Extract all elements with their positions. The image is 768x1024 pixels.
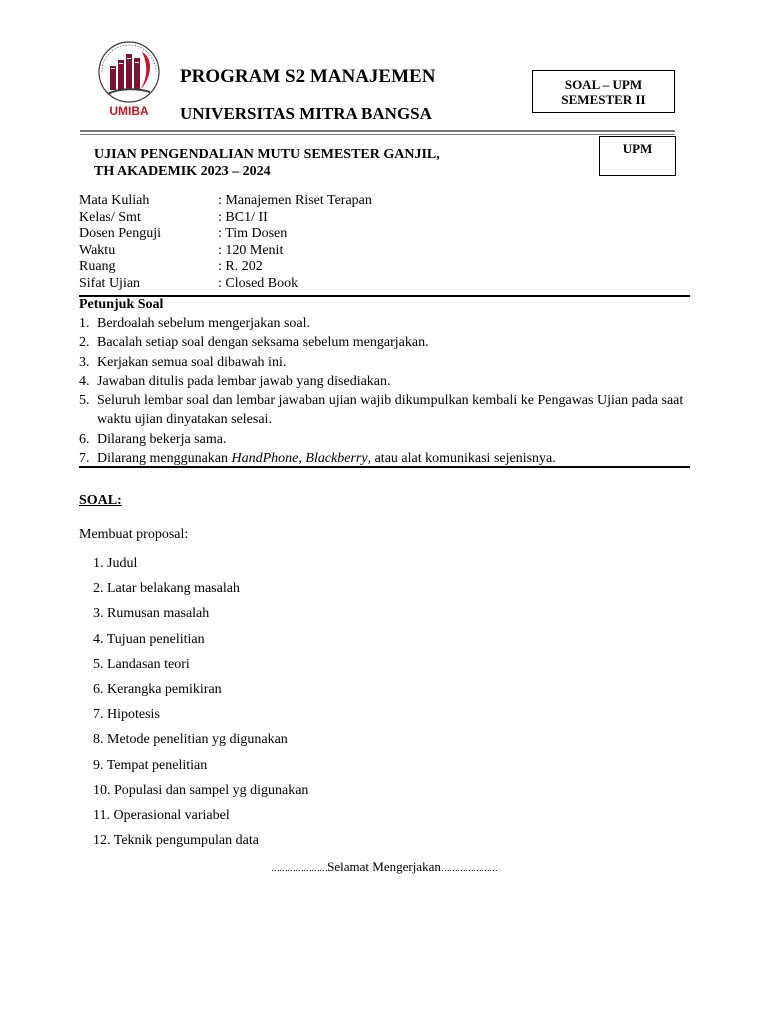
instruction-text: Jawaban ditulis pada lembar jawab yang disediakan. xyxy=(97,373,391,389)
list-item: 1. Judul xyxy=(93,556,138,571)
info-label: Mata Kuliah xyxy=(79,193,150,208)
info-label: Ruang xyxy=(79,259,116,275)
instruction-item xyxy=(79,353,694,372)
soal-upm-box xyxy=(532,70,675,113)
instruction-item xyxy=(79,333,694,352)
instruction-item xyxy=(79,314,694,333)
dots-right: ………………… xyxy=(440,863,497,873)
info-value: : Manajemen Riset Terapan xyxy=(218,193,372,208)
program-title: PROGRAM S2 MANAJEMEN xyxy=(180,66,436,87)
section-divider xyxy=(79,466,690,468)
instruction-text-before: Dilarang menggunakan xyxy=(97,451,232,467)
info-row xyxy=(79,259,372,276)
info-row xyxy=(79,193,372,210)
list-item: 12. Teknik pengumpulan data xyxy=(93,833,259,849)
closing-message xyxy=(0,859,768,875)
instruction-number: 2. xyxy=(79,335,90,351)
soal-upm-label: SOAL – UPM xyxy=(564,77,643,92)
exam-title-line1: UJIAN PENGENDALIAN MUTU SEMESTER GANJIL, xyxy=(94,147,440,162)
university-title: UNIVERSITAS MITRA BANGSA xyxy=(180,104,432,123)
header-divider xyxy=(80,130,675,132)
instructions-list xyxy=(79,314,694,468)
info-value: : 120 Menit xyxy=(218,242,284,258)
info-value: : R. 202 xyxy=(218,259,263,275)
instruction-number: 1. xyxy=(79,316,90,331)
upm-label: UPM xyxy=(622,141,653,156)
instruction-text: Kerjakan semua soal dibawah ini. xyxy=(97,354,287,370)
list-item: 9. Tempat penelitian xyxy=(93,757,208,773)
list-item: 7. Hipotesis xyxy=(93,707,160,723)
list-item: 3. Rumusan masalah xyxy=(93,606,210,622)
info-label: Dosen Penguji xyxy=(79,226,162,242)
instruction-text: Berdoalah sebelum mengerjakan soal. xyxy=(97,316,311,331)
dots-left: ………………… xyxy=(271,863,328,873)
instruction-number: 3. xyxy=(79,354,90,370)
upm-box xyxy=(599,136,676,176)
list-item: 5. Landasan teori xyxy=(93,656,190,672)
list-item: 8. Metode penelitian yg digunakan xyxy=(93,732,288,748)
instruction-text: Seluruh lembar soal dan lembar jawaban ujian wajib dikumpulkan kembali ke Pengawas Ujian pada saat waktu ujian dinyatakan selesai. xyxy=(97,393,684,428)
info-label: Kelas/ Smt xyxy=(79,209,141,225)
instruction-number: 6. xyxy=(79,431,90,447)
soal-title: SOAL: xyxy=(79,493,122,508)
instruction-text: Dilarang bekerja sama. xyxy=(97,431,227,447)
info-row xyxy=(79,276,372,293)
semester-label: SEMESTER II xyxy=(561,92,646,107)
exam-title-line2: TH AKADEMIK 2023 – 2024 xyxy=(94,164,271,179)
header-divider-thin xyxy=(80,134,675,135)
instruction-item xyxy=(79,391,694,430)
info-label: Waktu xyxy=(79,242,116,258)
logo-text: UMIBA xyxy=(109,104,149,118)
list-item: 6. Kerangka pemikiran xyxy=(93,682,222,698)
info-value: : BC1/ II xyxy=(218,209,268,225)
section-divider xyxy=(79,295,690,297)
closing-text: Selamat Mengerjakan xyxy=(327,859,441,874)
exam-info-table xyxy=(79,193,372,293)
instruction-number: 5. xyxy=(79,393,90,409)
list-item: 11. Operasional variabel xyxy=(93,808,230,824)
list-item: 4. Tujuan penelitian xyxy=(93,631,205,647)
umiba-logo xyxy=(88,38,170,120)
instruction-text-italic: HandPhone, Blackberry xyxy=(231,451,368,467)
instruction-text-after: , atau alat komunikasi sejenisnya. xyxy=(367,451,556,467)
list-item: 10. Populasi dan sampel yg digunakan xyxy=(93,782,309,798)
instruction-item xyxy=(79,430,694,449)
instruction-number: 7. xyxy=(79,451,90,467)
info-value: : Tim Dosen xyxy=(218,226,288,242)
instruction-item xyxy=(79,372,694,391)
info-row xyxy=(79,243,372,260)
info-row xyxy=(79,226,372,243)
info-value: : Closed Book xyxy=(218,275,299,291)
list-item: 2. Latar belakang masalah xyxy=(93,581,240,597)
proposal-items-list xyxy=(93,551,308,853)
info-label: Sifat Ujian xyxy=(79,275,141,291)
instruction-number: 4. xyxy=(79,373,90,389)
instruction-text: Bacalah setiap soal dengan seksama sebelum mengarjakan. xyxy=(97,335,429,351)
soal-intro: Membuat proposal: xyxy=(79,527,189,542)
exam-title xyxy=(94,146,440,180)
instructions-title: Petunjuk Soal xyxy=(79,297,164,312)
info-row xyxy=(79,210,372,227)
